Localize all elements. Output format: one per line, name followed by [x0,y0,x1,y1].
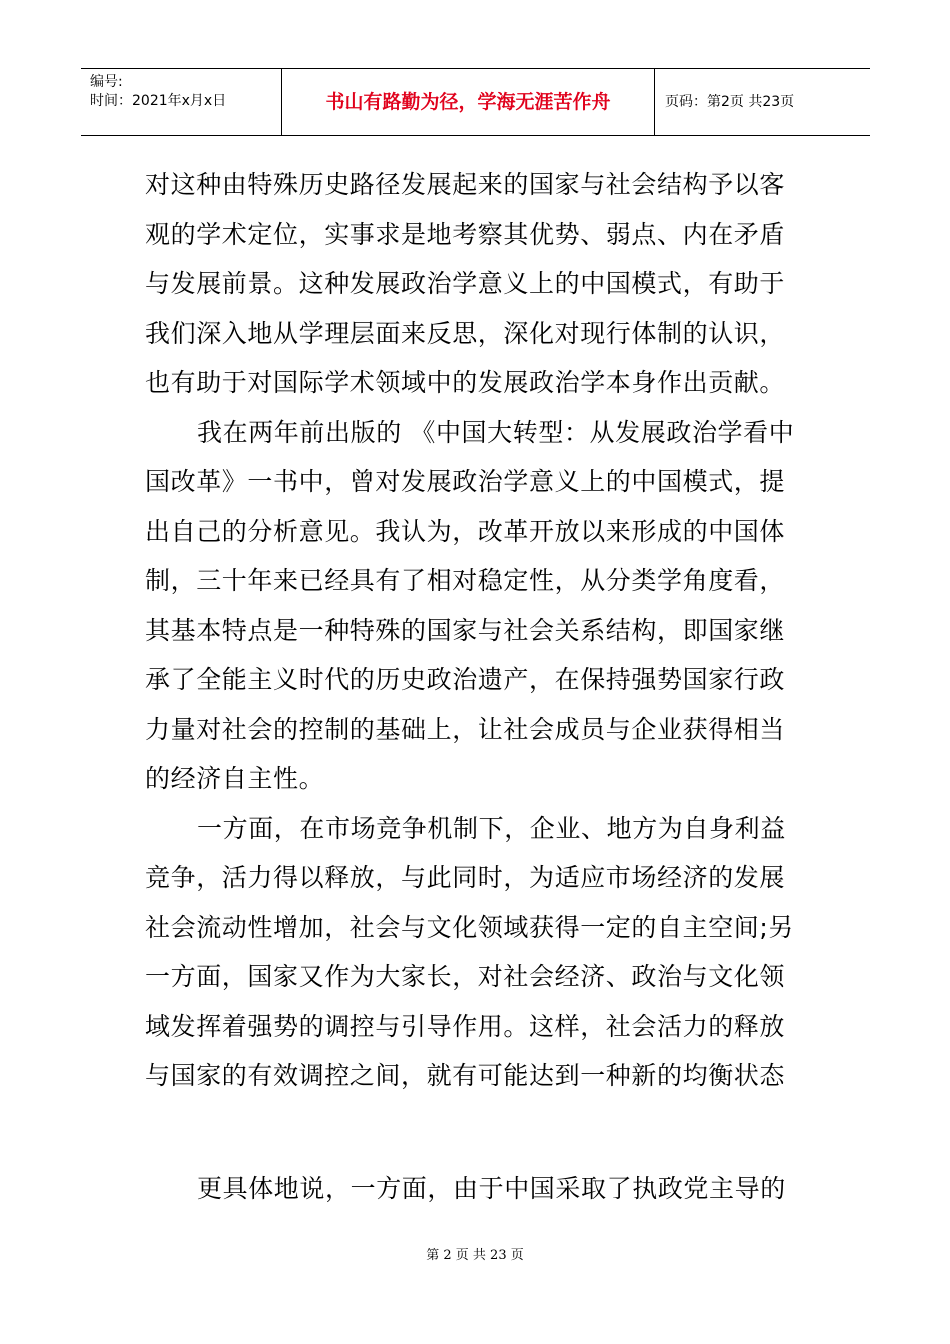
body-line: 与国家的有效调控之间，就有可能达到一种新的均衡状态 [145,1061,786,1090]
body-line: 力量对社会的控制的基础上，让社会成员与企业获得相当 [145,714,786,744]
body-line: 制，三十年来已经具有了相对稳定性，从分类学角度看， [145,566,786,595]
body-line: 出自己的分析意见。我认为，改革开放以来形成的中国体 [145,516,786,546]
document-time-label: 时间：2021年x月x日 [90,93,227,109]
body-line: 社会流动性增加，社会与文化领域获得一定的自主空间;另 [145,912,795,942]
body-line: 承了全能主义时代的历史政治遗产，在保持强势国家行政 [145,665,786,694]
body-line: 也有助于对国际学术领域中的发展政治学本身作出贡献。 [145,368,786,397]
body-line: 观的学术定位，实事求是地考察其优势、弱点、内在矛盾 [145,219,786,249]
header-meta-cell [81,69,282,135]
document-number-label: 编号: [90,74,123,90]
body-line: 一方面，国家又作为大家长，对社会经济、政治与文化领 [145,962,786,991]
body-line: 对这种由特殊历史路径发展起来的国家与社会结构予以客 [145,170,786,199]
header-motto: 书山有路勤为径，学海无涯苦作舟 [282,69,655,135]
body-line: 的经济自主性。 [145,764,325,793]
body-line: 一方面，在市场竞争机制下，企业、地方为自身利益 [197,813,786,843]
body-line: 与发展前景。这种发展政治学意义上的中国模式，有助于 [145,269,786,298]
body-line: 国改革》一书中，曾对发展政治学意义上的中国模式，提 [145,467,786,496]
body-line: 更具体地说，一方面，由于中国采取了执政党主导的 [197,1173,786,1203]
document-body [145,160,810,1213]
body-line: 竞争，活力得以释放，与此同时，为适应市场经济的发展 [145,863,786,892]
paragraph-gap [145,1101,810,1164]
header-page-info: 页码：第2页 共23页 [665,94,795,110]
page-header [81,68,870,136]
page-footer: 第 2 页 共 23 页 [426,1248,524,1263]
body-line: 域发挥着强势的调控与引导作用。这样，社会活力的释放 [145,1011,786,1041]
body-line: 我们深入地从学理层面来反思，深化对现行体制的认识， [145,318,786,348]
body-line: 其基本特点是一种特殊的国家与社会关系结构，即国家继 [145,615,786,645]
body-line: 我在两年前出版的 《中国大转型：从发展政治学看中 [197,417,795,447]
